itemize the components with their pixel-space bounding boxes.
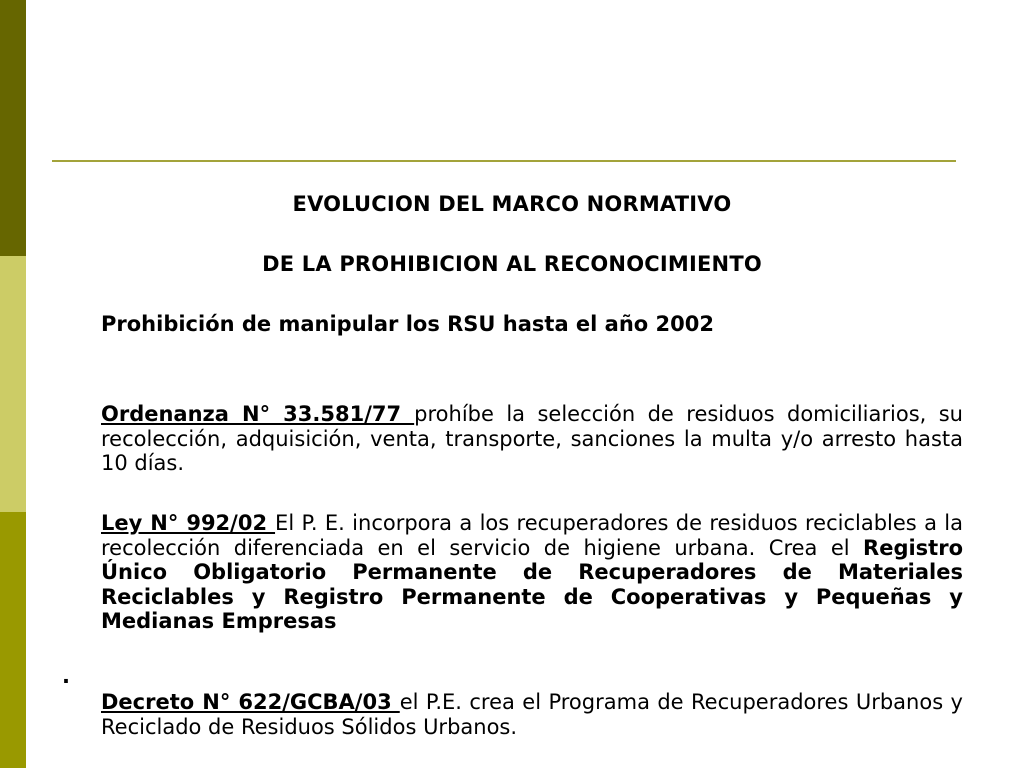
- sidebar-band-top: [0, 0, 26, 256]
- ley-paragraph: [101, 511, 963, 634]
- ley-text: El P. E. incorpora a los recuperadores de residuos reciclables a la recolección diferenciada en el servicio de higiene urbana. Crea el: [101, 511, 963, 560]
- decreto-title: Decreto N° 622/GCBA/03: [101, 690, 400, 714]
- ley-registro-text: Registro Único Obligatorio Permanente de Recuperadores de Materiales Reciclables y Registro Permanente de Cooperativas y Pequeñas y Medianas Empresas: [101, 535, 963, 633]
- heading-line-2: DE LA PROHIBICION AL RECONOCIMIENTO: [262, 252, 762, 276]
- sidebar-band-middle: [0, 256, 26, 512]
- decreto-paragraph: [101, 690, 963, 739]
- ordenanza-title: Ordenanza N° 33.581/77: [101, 402, 415, 426]
- ley-title: Ley N° 992/02: [101, 511, 276, 535]
- sidebar-accent: [0, 0, 26, 768]
- title-divider: [52, 160, 956, 162]
- bullet-dot: .: [62, 664, 70, 688]
- heading-line-1: EVOLUCION DEL MARCO NORMATIVO: [292, 192, 732, 216]
- ordenanza-text: prohíbe la selección de residuos domiciliarios, su recolección, adquisición, venta, transporte, sanciones la multa y/o arresto hasta 10 días.: [101, 402, 963, 475]
- ordenanza-paragraph: [101, 402, 963, 476]
- section-subtitle: Prohibición de manipular los RSU hasta el año 2002: [101, 312, 714, 336]
- decreto-text: el P.E. crea el Programa de Recuperadores Urbanos y Reciclado de Residuos Sólidos Urbanos.: [101, 690, 963, 739]
- sidebar-band-bottom: [0, 512, 26, 768]
